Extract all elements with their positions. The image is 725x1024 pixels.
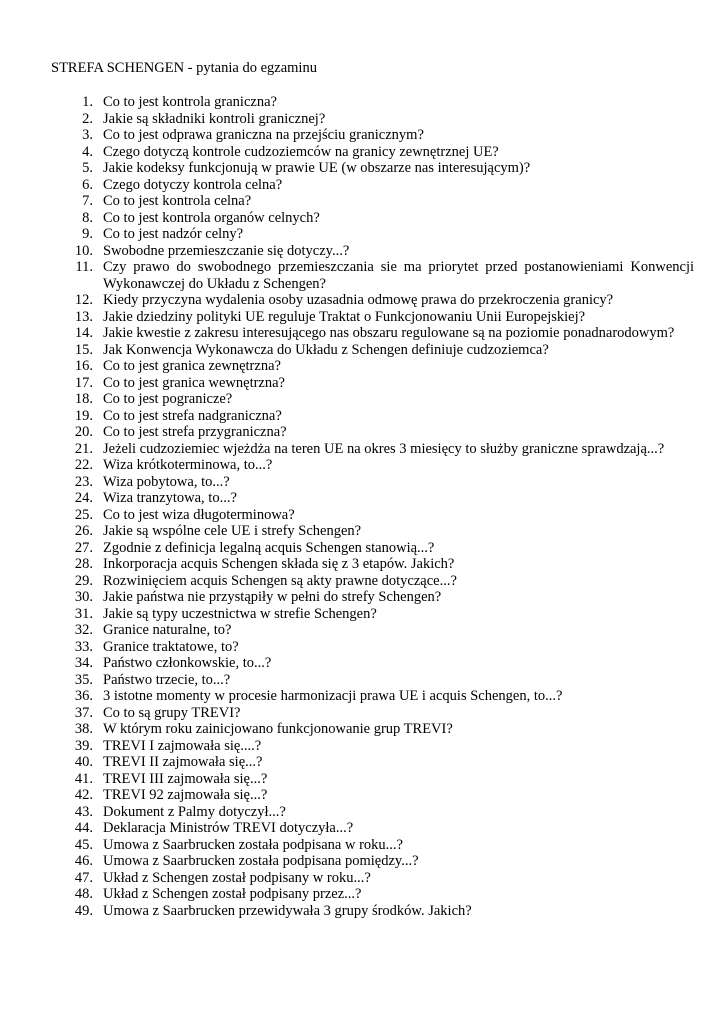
question-item [0, 474, 725, 491]
question-number: 42. [74, 787, 93, 803]
question-item [0, 787, 725, 804]
question-number: 16. [74, 358, 93, 374]
question-text: Państwo trzecie, to...? [103, 671, 231, 688]
question-number: 10. [74, 242, 93, 259]
question-item [0, 127, 725, 144]
question-item [0, 375, 725, 392]
question-item [0, 111, 725, 128]
question-number: 44. [74, 820, 93, 836]
question-number: 14. [74, 325, 93, 341]
question-item [0, 441, 725, 458]
question-text: Co to jest kontrola graniczna? [103, 94, 277, 110]
question-item [0, 325, 725, 342]
question-text: Jakie są wspólne cele UE i strefy Schengen? [103, 523, 362, 539]
question-text: Układ z Schengen został podpisany przez...? [103, 886, 362, 902]
question-item [0, 573, 725, 590]
question-text: TREVI III zajmowała się...? [103, 770, 268, 787]
question-number: 36. [74, 688, 93, 704]
question-item [0, 160, 725, 177]
question-text: Czy prawo do swobodnego przemieszczania sie ma priorytet przed postanowieniami Konwencji Wykonawczej do Układu z Schengen? [103, 259, 694, 292]
question-number: 13. [74, 308, 93, 325]
question-number: 8. [82, 209, 93, 226]
question-item [0, 622, 725, 639]
question-item [0, 820, 725, 837]
question-number: 24. [74, 490, 93, 506]
question-item [0, 771, 725, 788]
question-text: Rozwinięciem acquis Schengen są akty prawne dotyczące...? [103, 572, 457, 589]
question-item [0, 292, 725, 309]
question-item [0, 688, 725, 705]
question-item [0, 309, 725, 326]
question-number: 21. [74, 440, 93, 457]
question-item [0, 870, 725, 887]
question-number: 45. [74, 836, 93, 853]
question-text: Jakie państwa nie przystąpiły w pełni do strefy Schengen? [103, 589, 442, 605]
question-item [0, 210, 725, 227]
question-number: 30. [74, 589, 93, 605]
question-number: 7. [82, 193, 93, 209]
question-list [0, 94, 725, 919]
question-item [0, 259, 725, 292]
question-number: 15. [74, 341, 93, 358]
question-item [0, 193, 725, 210]
question-text: TREVI II zajmowała się...? [103, 754, 263, 770]
question-text: Jeżeli cudzoziemiec wjeżdża na teren UE na okres 3 miesięcy to służby graniczne sprawdzają...? [103, 440, 665, 457]
question-text: Co to jest nadzór celny? [103, 226, 244, 242]
question-number: 17. [74, 374, 93, 391]
page-title: STREFA SCHENGEN - pytania do egzaminu [51, 60, 317, 76]
question-number: 38. [74, 721, 93, 737]
question-text: Czego dotyczą kontrole cudzoziemców na granicy zewnętrznej UE? [103, 143, 499, 160]
question-number: 33. [74, 638, 93, 655]
question-number: 19. [74, 407, 93, 424]
question-item [0, 589, 725, 606]
question-number: 18. [74, 391, 93, 407]
question-number: 37. [74, 704, 93, 721]
question-text: Jakie kodeksy funkcjonują w prawie UE (w obszarze nas interesującym)? [103, 160, 531, 176]
question-number: 35. [74, 671, 93, 688]
question-text: Umowa z Saarbrucken została podpisana w roku...? [103, 836, 403, 853]
question-number: 3. [82, 127, 93, 143]
question-text: Granice traktatowe, to? [103, 638, 239, 655]
question-number: 12. [74, 292, 93, 308]
question-text: Jakie dziedziny polityki UE reguluje Traktat o Funkcjonowaniu Unii Europejskiej? [103, 308, 586, 325]
question-text: Granice naturalne, to? [103, 622, 232, 638]
question-number: 31. [74, 605, 93, 622]
question-item [0, 342, 725, 359]
question-text: Co to jest strefa nadgraniczna? [103, 407, 282, 424]
question-text: Co to są grupy TREVI? [103, 704, 241, 721]
question-text: Co to jest odprawa graniczna na przejściu granicznym? [103, 127, 424, 143]
question-text: Wiza pobytowa, to...? [103, 473, 230, 490]
question-number: 26. [74, 523, 93, 539]
question-number: 46. [74, 853, 93, 869]
question-number: 2. [82, 110, 93, 127]
question-item [0, 144, 725, 161]
question-item [0, 639, 725, 656]
question-number: 4. [82, 143, 93, 160]
question-number: 29. [74, 572, 93, 589]
question-item [0, 457, 725, 474]
question-number: 48. [74, 886, 93, 902]
question-item [0, 655, 725, 672]
question-number: 5. [82, 160, 93, 176]
question-item [0, 523, 725, 540]
question-number: 25. [74, 506, 93, 523]
question-number: 41. [74, 770, 93, 787]
question-number: 43. [74, 803, 93, 820]
question-item [0, 391, 725, 408]
question-text: Co to jest granica wewnętrzna? [103, 374, 285, 391]
question-item [0, 738, 725, 755]
question-text: W którym roku zainicjowano funkcjonowanie grup TREVI? [103, 721, 453, 737]
question-text: Jakie kwestie z zakresu interesującego nas obszaru regulowane są na poziomie ponadnarodowym? [103, 325, 675, 341]
question-text: Zgodnie z definicja legalną acquis Schengen stanowią...? [103, 539, 435, 556]
question-item [0, 424, 725, 441]
question-text: Wiza tranzytowa, to...? [103, 490, 237, 506]
question-number: 40. [74, 754, 93, 770]
question-item [0, 490, 725, 507]
question-number: 39. [74, 737, 93, 754]
question-text: Jak Konwencja Wykonawcza do Układu z Schengen definiuje cudzoziemca? [103, 341, 549, 358]
question-text: TREVI I zajmowała się....? [103, 737, 262, 754]
question-item [0, 540, 725, 557]
question-number: 6. [82, 176, 93, 193]
question-item [0, 556, 725, 573]
question-text: Co to jest pogranicze? [103, 391, 233, 407]
question-item [0, 705, 725, 722]
question-number: 32. [74, 622, 93, 638]
question-number: 20. [74, 424, 93, 440]
question-item [0, 94, 725, 111]
question-number: 11. [75, 259, 93, 275]
question-item [0, 507, 725, 524]
question-text: Czego dotyczy kontrola celna? [103, 176, 283, 193]
question-item [0, 672, 725, 689]
question-text: Co to jest wiza długoterminowa? [103, 506, 295, 523]
question-number: 1. [82, 94, 93, 110]
question-text: Kiedy przyczyna wydalenia osoby uzasadnia odmowę prawa do przekroczenia granicy? [103, 292, 614, 308]
question-number: 9. [82, 226, 93, 242]
question-number: 47. [74, 869, 93, 886]
question-text: Co to jest kontrola celna? [103, 193, 252, 209]
question-item [0, 853, 725, 870]
question-text: Umowa z Saarbrucken przewidywała 3 grupy środków. Jakich? [103, 902, 472, 919]
question-text: Co to jest kontrola organów celnych? [103, 209, 320, 226]
question-text: Jakie są typy uczestnictwa w strefie Schengen? [103, 605, 377, 622]
question-item [0, 903, 725, 920]
question-item [0, 358, 725, 375]
question-number: 34. [74, 655, 93, 671]
question-item [0, 408, 725, 425]
question-text: Deklaracja Ministrów TREVI dotyczyła...? [103, 820, 354, 836]
question-number: 22. [74, 457, 93, 473]
question-text: Co to jest strefa przygraniczna? [103, 424, 287, 440]
question-text: Państwo członkowskie, to...? [103, 655, 272, 671]
question-item [0, 606, 725, 623]
question-text: Co to jest granica zewnętrzna? [103, 358, 281, 374]
question-item [0, 754, 725, 771]
question-text: Jakie są składniki kontroli granicznej? [103, 110, 326, 127]
question-text: TREVI 92 zajmowała się...? [103, 787, 268, 803]
question-item [0, 804, 725, 821]
question-item [0, 837, 725, 854]
question-number: 28. [74, 556, 93, 572]
question-item [0, 177, 725, 194]
question-item [0, 243, 725, 260]
question-text: Dokument z Palmy dotyczył...? [103, 803, 286, 820]
question-text: Wiza krótkoterminowa, to...? [103, 457, 273, 473]
question-text: 3 istotne momenty w procesie harmonizacji prawa UE i acquis Schengen, to...? [103, 688, 563, 704]
question-text: Układ z Schengen został podpisany w roku...? [103, 869, 371, 886]
question-number: 27. [74, 539, 93, 556]
question-number: 49. [74, 902, 93, 919]
question-item [0, 886, 725, 903]
question-text: Inkorporacja acquis Schengen składa się z 3 etapów. Jakich? [103, 556, 455, 572]
question-text: Umowa z Saarbrucken została podpisana pomiędzy...? [103, 853, 419, 869]
question-number: 23. [74, 473, 93, 490]
question-text: Swobodne przemieszczanie się dotyczy...? [103, 242, 350, 259]
question-item [0, 226, 725, 243]
question-item [0, 721, 725, 738]
